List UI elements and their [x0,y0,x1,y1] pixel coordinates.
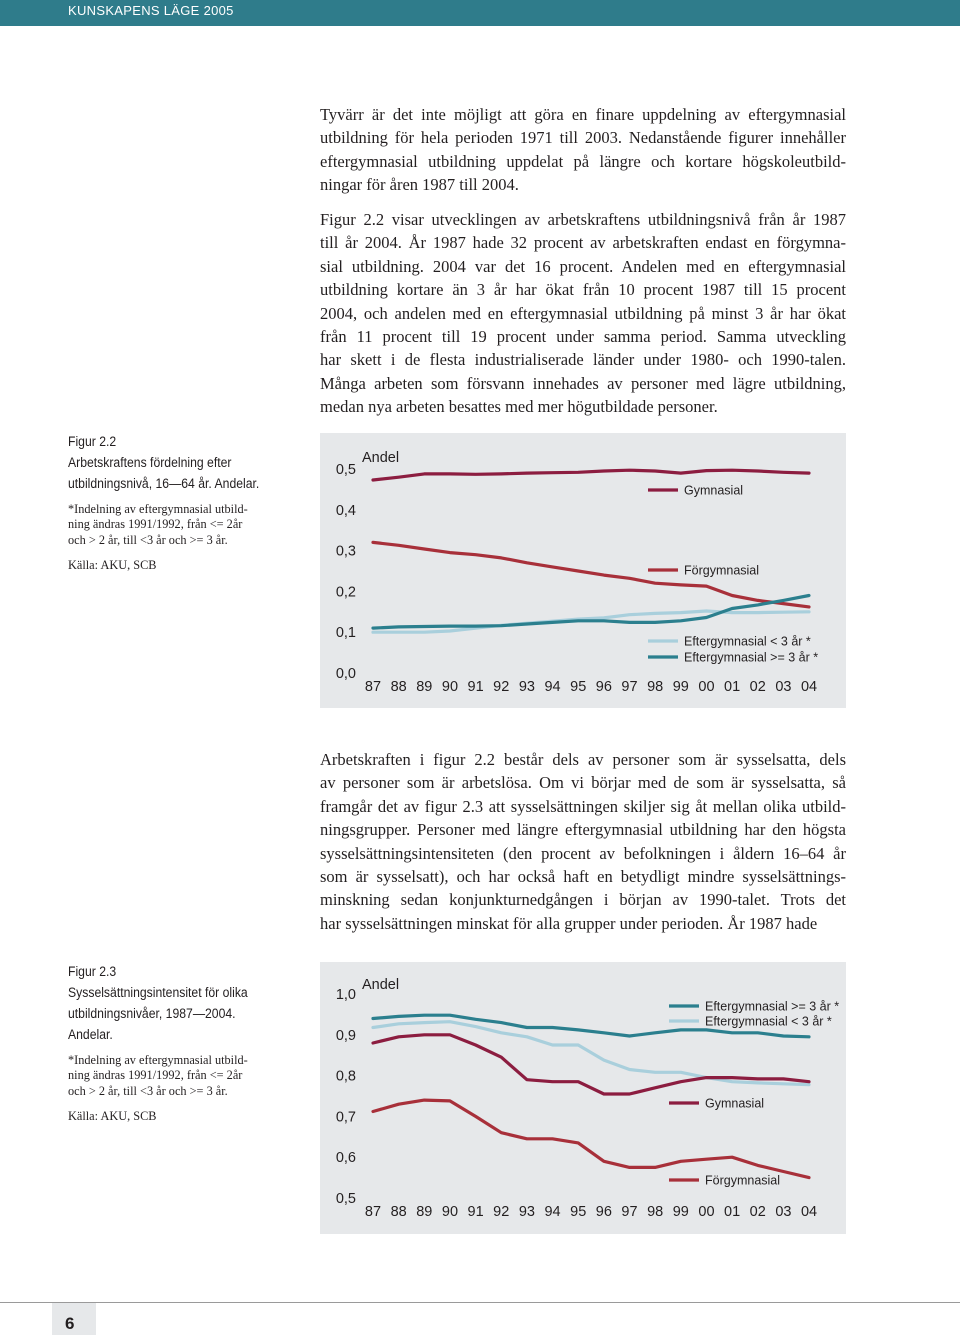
x-tick-label: 97 [621,679,638,695]
legend-label: Gymnasial [705,1096,765,1111]
paragraph-line: som är sysselsatt), och har också haft en betydligt mindre sysselsättnings- [320,867,846,887]
y-tick-label: 0,4 [335,502,356,519]
legend-label: Eftergymnasial < 3 år * [705,1014,832,1029]
caption-note-line: ning ändras 1991/1992, från <= 2år [68,517,243,532]
x-tick-label: 87 [364,1204,382,1220]
paragraph-line: minskning sedan konjunkturnedgången i början av 1990-talet. Trots det [320,890,846,910]
series-line [373,470,809,480]
x-tick-label: 01 [724,679,741,695]
x-tick-label: 91 [467,679,484,695]
x-tick-label: 03 [775,679,792,695]
paragraph-line: Många arbeten som försvann innehades av personer med lägre utbildning, [320,373,846,393]
y-tick-label: 0,0 [335,666,356,682]
x-tick-label: 90 [441,1204,459,1220]
legend-label: Eftergymnasial >= 3 år * [705,999,840,1014]
y-tick-label: 0,9 [335,1027,356,1044]
paragraph-figure-2-2-text [320,208,846,419]
x-tick-label: 87 [364,679,382,695]
x-tick-label: 89 [416,1204,433,1220]
legend-label: Eftergymnasial >= 3 år * [684,650,819,665]
x-tick-label: 03 [775,1204,792,1220]
paragraph-employment-text [320,748,846,935]
figure-2-3-source: Källa: AKU, SCB [68,1108,157,1123]
x-tick-label: 99 [672,1204,689,1220]
caption-title-line: Arbetskraftens fördelning efter [68,455,232,471]
figure-2-2-title [68,432,274,495]
x-tick-label: 00 [698,679,715,695]
series-line [373,1035,809,1094]
paragraph-line: framgår det av figur 2.3 att sysselsättningen skiljer sig åt mellan olika utbild- [320,796,846,816]
figure-2-2-plot [320,433,846,708]
caption-title-line: Figur 2.3 [68,964,117,980]
y-axis-label: Andel [362,977,400,993]
x-tick-label: 90 [441,679,459,695]
paragraph-line: Figur 2.2 visar utvecklingen av arbetskraftens utbildningsnivå från år 1987 [320,210,846,229]
y-tick-label: 0,5 [335,1191,356,1207]
caption-title-line: Andelar. [68,1027,113,1043]
figure-2-2-note [68,502,273,548]
paragraph-line: sysselsättningsintensiteten (den procent av befolkningen i åldern 16–64 år [320,843,846,863]
figure-2-3-title [68,962,274,1046]
caption-title-line: utbildningsnivåer, 1987—2004. [68,1006,236,1022]
y-tick-label: 1,0 [335,987,356,1003]
caption-title-line: utbildningsnivå, 16—64 år. Andelar. [68,476,260,492]
x-tick-label: 01 [724,1204,741,1220]
caption-note-line: och > 2 år, till <3 år och >= 3 år. [68,532,228,547]
y-tick-label: 0,6 [335,1150,356,1167]
paragraph-line: av personer som är arbetslösa. Om vi börjar med de som är sysselsatta, så [320,773,846,793]
running-header-title: KUNSKAPENS LÄGE 2005 [68,3,234,18]
caption-title-line: Figur 2.2 [68,434,117,450]
paragraph-line: har sysselsättningen minskat för alla grupper under perioden. År 1987 hade [320,913,818,933]
figure-2-2-caption [68,432,273,573]
paragraph-line: från 11 procent till 19 procent under samma period. Samma utveckling [320,327,846,347]
paragraph-intro [320,103,846,197]
x-tick-label: 92 [493,1204,510,1220]
paragraph-line: utbildning kortare än 3 år har ökat från 10 procent 1987 till 15 procent [320,280,846,300]
x-tick-label: 94 [544,1204,561,1220]
x-tick-label: 88 [390,1204,407,1220]
caption-note-line: och > 2 år, till <3 år och >= 3 år. [68,1083,228,1098]
y-axis-label: Andel [362,450,400,466]
paragraph-line: Tyvärr är det inte möjligt att göra en finare uppdelning av eftergymnasial [320,105,846,124]
caption-note-line: *Indelning av eftergymnasial utbild- [68,1053,248,1067]
x-tick-label: 99 [672,679,689,695]
paragraph-line: ningsgrupper. Personer med längre eftergymnasial utbildning har den högsta [320,820,846,840]
x-tick-label: 95 [570,1204,587,1220]
figure-2-3-plot [320,962,846,1234]
x-tick-label: 89 [416,679,433,695]
figure-2-2-chart [320,433,846,708]
legend-label: Förgymnasial [684,563,760,578]
paragraph-line: medan nya arbeten besattes med mer högutbildade personer. [320,397,718,417]
y-tick-label: 0,2 [335,584,356,601]
x-tick-label: 92 [493,679,510,695]
x-tick-label: 93 [518,679,535,695]
caption-note-line: ning ändras 1991/1992, från <= 2år [68,1068,243,1083]
page-number: 6 [65,1314,75,1333]
x-tick-label: 93 [518,1204,535,1220]
paragraph-line: till år 2004. År 1987 hade 32 procent av arbetskraften endast en förgymna- [320,233,846,253]
x-tick-label: 88 [390,679,407,695]
x-tick-label: 97 [621,1204,638,1220]
paragraph-line: 2004, och andelen med en eftergymnasial utbildning på minst 3 år har ökat [320,303,846,323]
legend-label: Gymnasial [684,483,744,498]
paragraph-line: eftergymnasial utbildning uppdelat på längre och kortare högskoleutbild- [320,151,846,171]
legend-label: Förgymnasial [705,1173,781,1188]
paragraph-line: sial utbildning. 2004 var det 16 procent. Andelen med en eftergymnasial [320,256,846,276]
figure-2-3-caption [68,962,273,1124]
y-tick-label: 0,5 [335,462,356,478]
paragraph-line: utbildning för hela perioden 1971 till 2003. Nedanstående figurer innehåller [320,128,846,148]
footer-rule [0,1302,960,1303]
x-tick-label: 00 [698,1204,715,1220]
y-tick-label: 0,1 [335,625,356,642]
x-tick-label: 04 [800,1204,818,1220]
x-tick-label: 04 [800,679,818,695]
x-tick-label: 95 [570,679,587,695]
x-tick-label: 98 [647,1204,664,1220]
figure-2-3-chart [320,962,846,1234]
running-header [0,0,960,26]
paragraph-line: ningar för åren 1987 till 2004. [320,175,519,195]
x-tick-label: 02 [749,1204,766,1220]
x-tick-label: 98 [647,679,664,695]
paragraph-line: har skett i de flesta industrialiserade länder under 1980- och 1990-talen. [320,350,846,370]
x-tick-label: 94 [544,679,561,695]
x-tick-label: 96 [595,679,612,695]
y-tick-label: 0,7 [335,1109,356,1126]
caption-title-line: Sysselsättningsintensitet för olika [68,985,248,1001]
legend-label: Eftergymnasial < 3 år * [684,634,811,649]
x-tick-label: 02 [749,679,766,695]
paragraph-line: Arbetskraften i figur 2.2 består dels av personer som är sysselsatta, dels [320,750,846,769]
x-tick-label: 96 [595,1204,612,1220]
figure-2-3-note [68,1053,273,1099]
y-tick-label: 0,3 [335,543,356,560]
figure-2-2-source: Källa: AKU, SCB [68,557,157,572]
caption-note-line: *Indelning av eftergymnasial utbild- [68,502,248,516]
y-tick-label: 0,8 [335,1068,356,1085]
series-line [373,1100,809,1178]
x-tick-label: 91 [467,1204,484,1220]
